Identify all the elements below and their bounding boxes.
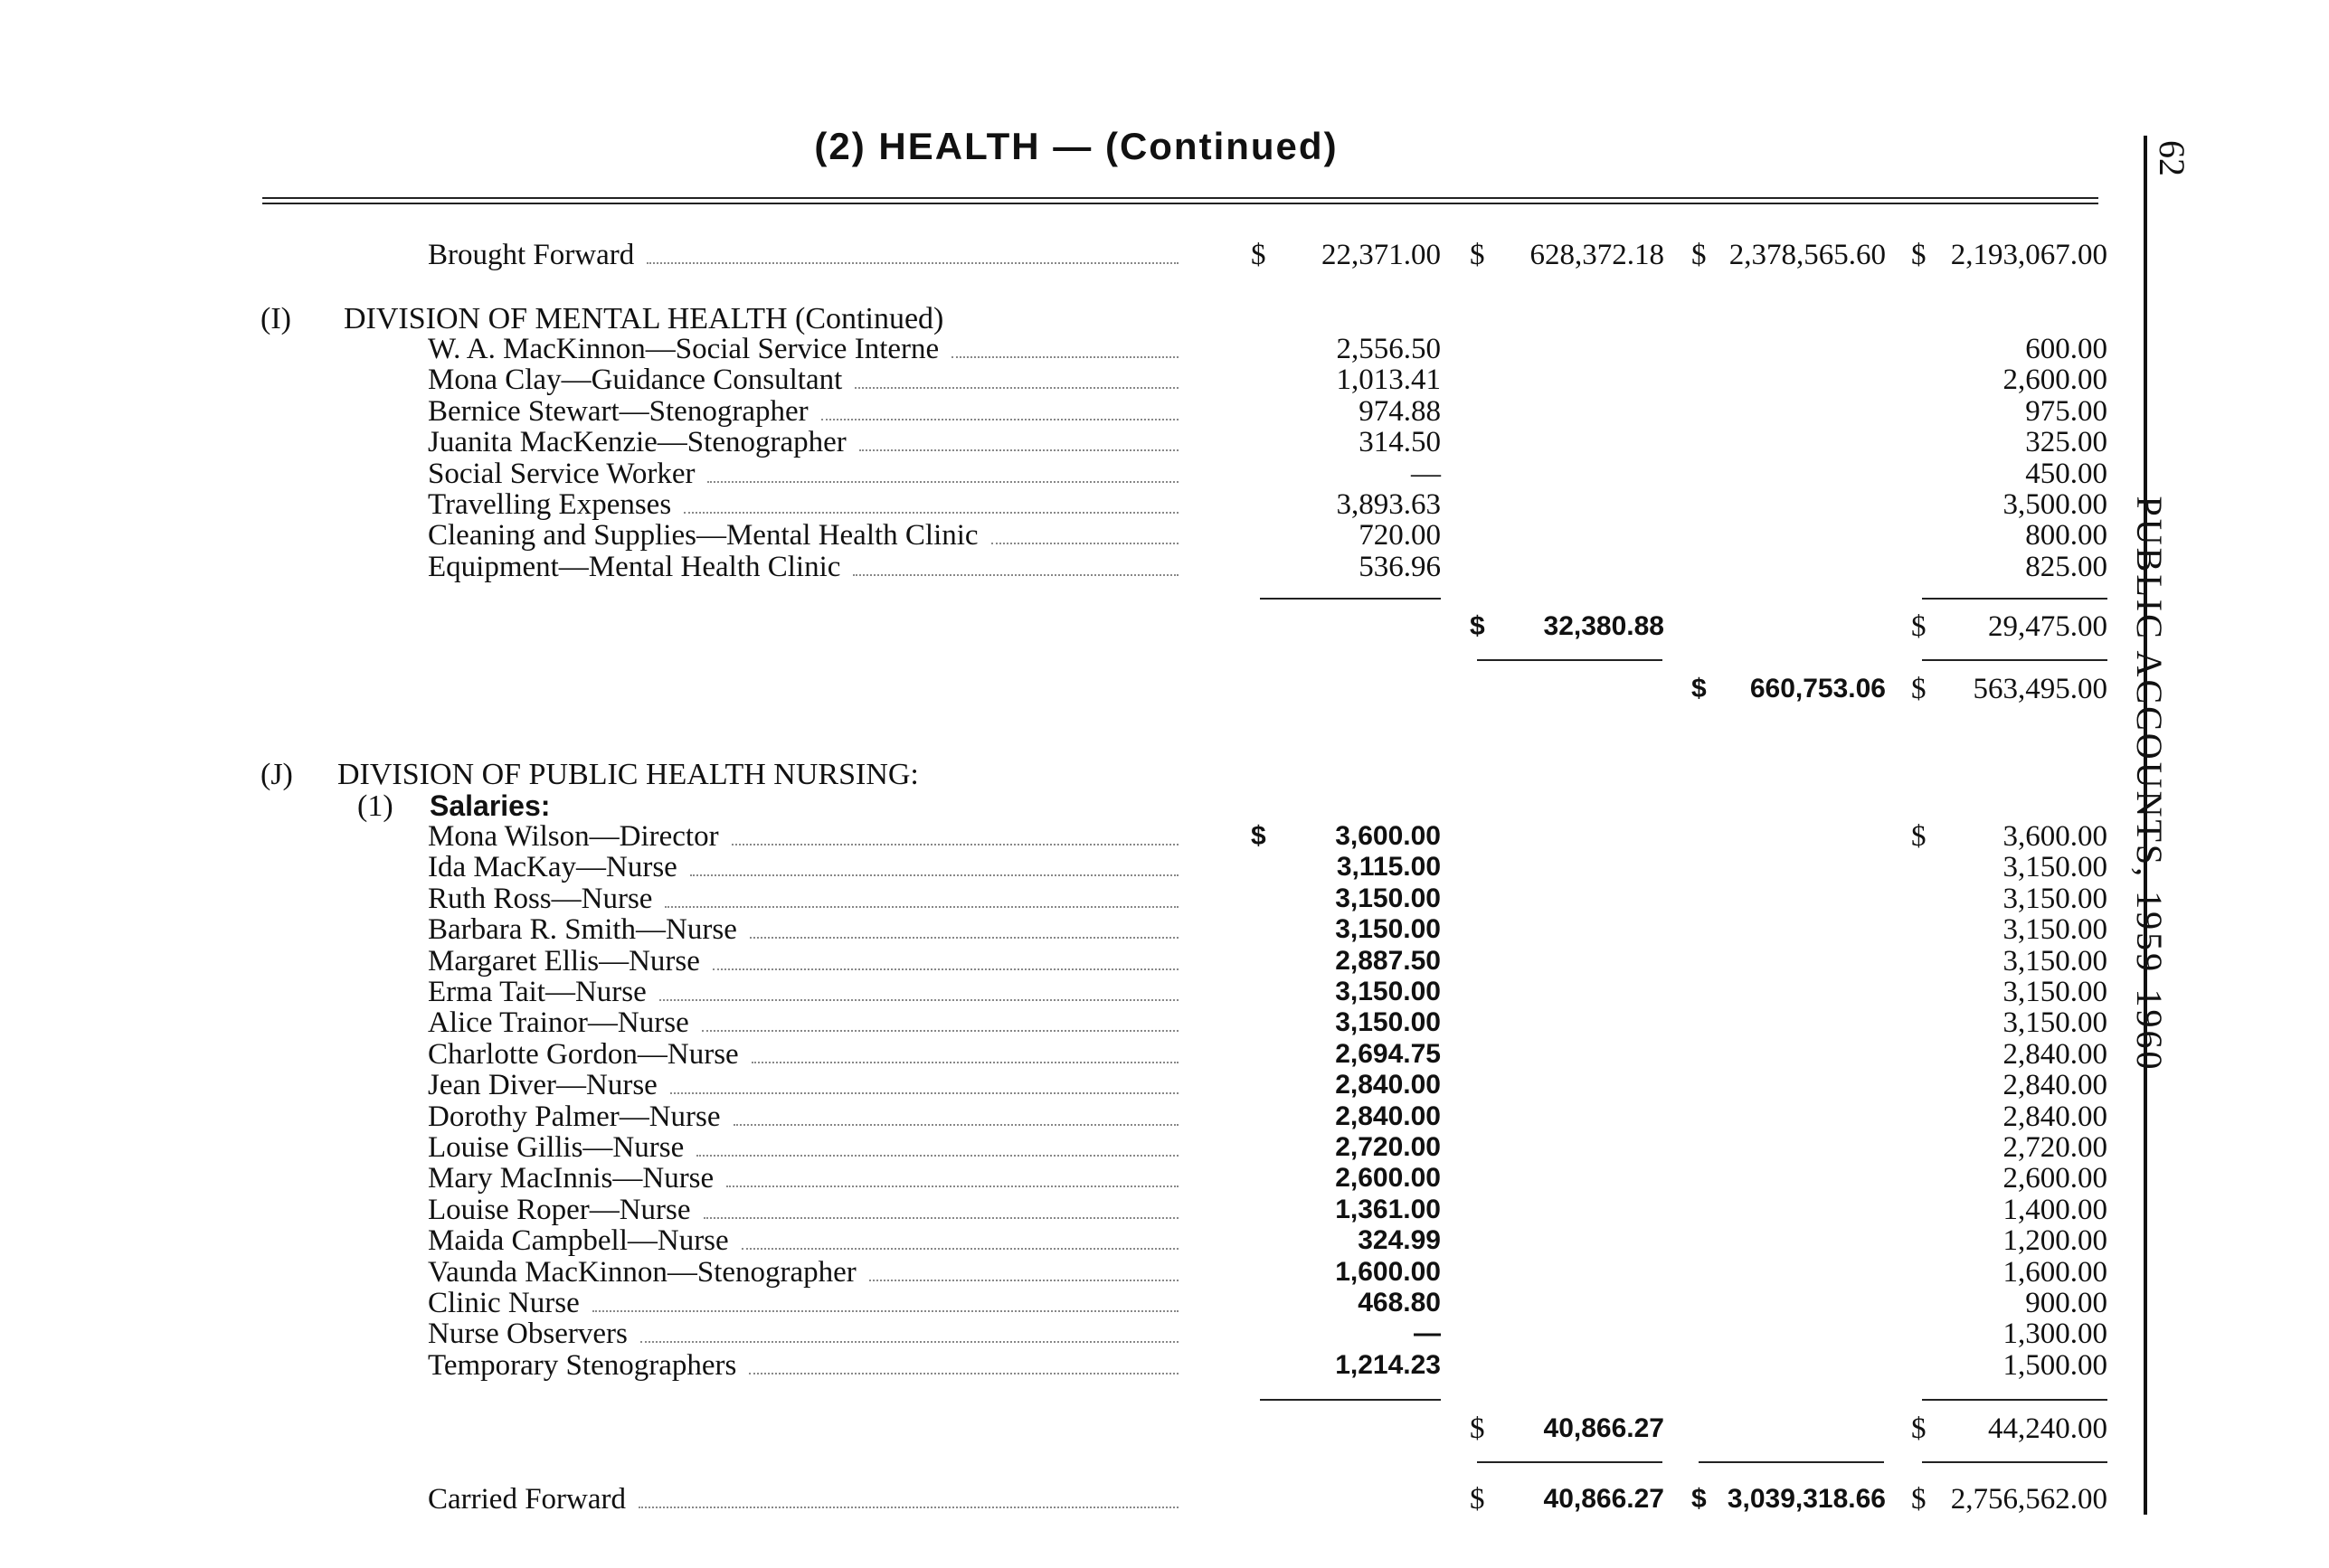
page-title: (2) HEALTH — (Continued) bbox=[814, 125, 1339, 167]
leader-dots bbox=[742, 1246, 1179, 1250]
line-item-amount: 3,600.00 bbox=[1335, 821, 1441, 851]
line-item-amount: 3,150.00 bbox=[1335, 1007, 1441, 1038]
leader-dots bbox=[647, 260, 1179, 264]
leader-dots bbox=[684, 510, 1179, 514]
dollar-sign: $ bbox=[1911, 239, 1927, 271]
line-item-label: Social Service Worker bbox=[428, 457, 696, 490]
line-item-row bbox=[0, 1225, 2107, 1256]
line-item-estimate: 2,840.00 bbox=[2002, 1100, 2107, 1133]
line-item-estimate: 3,150.00 bbox=[2002, 944, 2107, 978]
section-i-marker: (I) bbox=[260, 302, 291, 335]
leader-dots bbox=[750, 935, 1179, 939]
leader-dots bbox=[951, 354, 1179, 358]
leader-dots bbox=[749, 1371, 1179, 1374]
line-item-amount: 1,361.00 bbox=[1335, 1194, 1441, 1224]
line-item-row bbox=[0, 489, 2107, 520]
line-item-amount: 536.96 bbox=[1359, 550, 1441, 583]
brought-forward-label: Brought Forward bbox=[428, 239, 635, 271]
section-j-marker: (J) bbox=[260, 758, 293, 791]
line-item-estimate: 2,720.00 bbox=[2002, 1131, 2107, 1164]
dollar-sign: $ bbox=[1911, 1412, 1927, 1445]
brought-forward-c3: 2,378,565.60 bbox=[1728, 239, 1886, 271]
line-item-estimate: 3,150.00 bbox=[2002, 976, 2107, 1008]
line-item-row bbox=[0, 334, 2107, 364]
leader-dots bbox=[670, 1091, 1179, 1094]
line-item-row bbox=[0, 1195, 2107, 1225]
line-item-label: Mary MacInnis—Nurse bbox=[428, 1162, 715, 1195]
line-item-label: Equipment—Mental Health Clinic bbox=[428, 550, 841, 583]
dollar-sign: $ bbox=[1470, 611, 1485, 641]
carried-forward-c2: 40,866.27 bbox=[1543, 1484, 1664, 1514]
line-item-amount: 314.50 bbox=[1359, 426, 1441, 459]
dollar-sign: $ bbox=[1251, 821, 1266, 851]
leader-dots bbox=[707, 479, 1179, 483]
line-item-row bbox=[0, 1132, 2107, 1163]
line-item-amount: 720.00 bbox=[1359, 519, 1441, 553]
line-item-estimate: 900.00 bbox=[2025, 1287, 2107, 1319]
section-i-subtotal-row bbox=[0, 611, 2107, 642]
leader-dots bbox=[855, 385, 1179, 389]
line-item-label: Charlotte Gordon—Nurse bbox=[428, 1037, 739, 1071]
line-item-amount: 324.99 bbox=[1358, 1225, 1441, 1256]
dollar-sign: $ bbox=[1470, 1483, 1485, 1516]
line-item-amount: 2,556.50 bbox=[1336, 333, 1441, 365]
line-item-row bbox=[0, 914, 2107, 945]
line-item-amount: 1,214.23 bbox=[1335, 1349, 1441, 1380]
leader-dots bbox=[592, 1308, 1179, 1312]
line-item-amount: 3,115.00 bbox=[1336, 852, 1441, 883]
section-j-sub-marker: (1) bbox=[357, 789, 393, 823]
line-item-estimate: 3,600.00 bbox=[2002, 820, 2107, 853]
line-item-row bbox=[0, 977, 2107, 1007]
line-item-label: Vaunda MacKinnon—Stenographer bbox=[428, 1255, 857, 1289]
section-j-subtotal-estimate: 44,240.00 bbox=[1988, 1412, 2107, 1445]
line-item-amount: 1,600.00 bbox=[1335, 1256, 1441, 1287]
line-item-row bbox=[0, 946, 2107, 977]
line-item-amount: 3,150.00 bbox=[1335, 914, 1441, 945]
line-item-label: Cleaning and Supplies—Mental Health Clinic bbox=[428, 519, 979, 553]
line-item-label: Clinic Nurse bbox=[428, 1287, 580, 1319]
line-item-label: Margaret Ellis—Nurse bbox=[428, 944, 700, 978]
line-item-amount: 2,887.50 bbox=[1335, 945, 1441, 976]
line-item-estimate: 3,150.00 bbox=[2002, 851, 2107, 884]
line-item-label: Mona Clay—Guidance Consultant bbox=[428, 364, 843, 397]
leader-dots bbox=[690, 873, 1179, 876]
line-item-label: Ida MacKay—Nurse bbox=[428, 851, 677, 884]
line-item-amount: 1,013.41 bbox=[1336, 364, 1441, 397]
rule-c4 bbox=[1922, 659, 2107, 661]
line-item-label: W. A. MacKinnon—Social Service Interne bbox=[428, 333, 940, 365]
line-item-amount: — bbox=[1414, 1318, 1441, 1349]
dollar-sign: $ bbox=[1691, 1484, 1707, 1514]
side-title: PUBLIC ACCOUNTS, 1959-1960 bbox=[2129, 496, 2170, 1072]
line-item-estimate: 1,300.00 bbox=[2002, 1318, 2107, 1351]
dollar-sign: $ bbox=[1470, 1412, 1485, 1445]
header-rule-top bbox=[262, 197, 2098, 199]
line-item-row bbox=[0, 1163, 2107, 1194]
line-item-label: Erma Tait—Nurse bbox=[428, 976, 647, 1008]
section-j-subtotal: 40,866.27 bbox=[1543, 1413, 1664, 1443]
line-item-label: Temporary Stenographers bbox=[428, 1348, 737, 1382]
line-item-row bbox=[0, 427, 2107, 458]
leader-dots bbox=[853, 572, 1179, 576]
line-item-amount: 2,720.00 bbox=[1335, 1132, 1441, 1162]
line-item-row bbox=[0, 1288, 2107, 1318]
line-item-amount: 3,150.00 bbox=[1335, 977, 1441, 1006]
section-j-heading: DIVISION OF PUBLIC HEALTH NURSING: bbox=[337, 758, 919, 791]
dollar-sign: $ bbox=[1251, 239, 1266, 271]
line-item-row bbox=[0, 1101, 2107, 1132]
header-rule-bottom bbox=[262, 203, 2098, 204]
line-item-amount: 3,150.00 bbox=[1335, 883, 1441, 913]
line-item-estimate: 1,600.00 bbox=[2002, 1255, 2107, 1289]
rule-c1 bbox=[1260, 598, 1441, 600]
carried-forward-row bbox=[0, 1484, 2107, 1515]
line-item-estimate: 975.00 bbox=[2025, 394, 2107, 428]
leader-dots bbox=[869, 1278, 1179, 1281]
line-item-estimate: 3,500.00 bbox=[2002, 488, 2107, 521]
line-item-estimate: 1,200.00 bbox=[2002, 1224, 2107, 1258]
rule-c1 bbox=[1260, 1399, 1441, 1401]
line-item-label: Louise Roper—Nurse bbox=[428, 1193, 691, 1226]
dollar-sign: $ bbox=[1911, 610, 1927, 643]
rule-c4 bbox=[1922, 1461, 2107, 1463]
line-item-estimate: 2,840.00 bbox=[2002, 1037, 2107, 1071]
dollar-sign: $ bbox=[1691, 674, 1707, 704]
leader-dots bbox=[821, 417, 1179, 420]
dollar-sign: $ bbox=[1911, 820, 1927, 853]
brought-forward-c2: 628,372.18 bbox=[1529, 239, 1664, 271]
line-item-label: Bernice Stewart—Stenographer bbox=[428, 394, 809, 428]
line-item-amount: 468.80 bbox=[1358, 1288, 1441, 1318]
brought-forward-row bbox=[0, 240, 2107, 270]
rule-c2 bbox=[1477, 1461, 1662, 1463]
leader-dots bbox=[665, 904, 1179, 908]
leader-dots bbox=[713, 967, 1179, 970]
section-j-subtotal-row bbox=[0, 1413, 2107, 1444]
line-item-row bbox=[0, 396, 2107, 427]
line-item-amount: — bbox=[1411, 457, 1441, 490]
line-item-row bbox=[0, 852, 2107, 883]
line-item-row bbox=[0, 364, 2107, 395]
line-item-estimate: 450.00 bbox=[2025, 457, 2107, 490]
line-item-row bbox=[0, 1007, 2107, 1038]
line-item-estimate: 3,150.00 bbox=[2002, 1006, 2107, 1040]
page-number: 62 bbox=[2152, 140, 2192, 176]
leader-dots bbox=[639, 1505, 1179, 1508]
rule-c2 bbox=[1477, 659, 1662, 661]
line-item-label: Jean Diver—Nurse bbox=[428, 1069, 658, 1102]
carried-forward-c4: 2,756,562.00 bbox=[1950, 1483, 2107, 1516]
leader-dots bbox=[702, 1028, 1179, 1032]
line-item-label: Dorothy Palmer—Nurse bbox=[428, 1100, 721, 1133]
rule-c4 bbox=[1922, 1399, 2107, 1401]
line-item-row bbox=[0, 1257, 2107, 1288]
dollar-sign: $ bbox=[1911, 673, 1927, 705]
line-item-label: Ruth Ross—Nurse bbox=[428, 882, 653, 915]
line-item-estimate: 600.00 bbox=[2025, 333, 2107, 365]
leader-dots bbox=[696, 1153, 1179, 1157]
line-item-row bbox=[0, 1039, 2107, 1070]
line-item-amount: 3,893.63 bbox=[1336, 488, 1441, 521]
leader-dots bbox=[640, 1339, 1179, 1343]
rule-c4 bbox=[1922, 598, 2107, 600]
line-item-estimate: 825.00 bbox=[2025, 550, 2107, 583]
line-item-amount: 2,840.00 bbox=[1335, 1100, 1441, 1131]
line-item-estimate: 800.00 bbox=[2025, 519, 2107, 553]
carried-forward-c3: 3,039,318.66 bbox=[1727, 1484, 1886, 1514]
leader-dots bbox=[752, 1060, 1179, 1063]
section-i-division-total: 660,753.06 bbox=[1749, 674, 1886, 704]
line-item-label: Barbara R. Smith—Nurse bbox=[428, 913, 737, 947]
line-item-row bbox=[0, 552, 2107, 582]
brought-forward-c4: 2,193,067.00 bbox=[1950, 239, 2107, 271]
brought-forward-c1: 22,371.00 bbox=[1321, 239, 1441, 271]
line-item-row bbox=[0, 1350, 2107, 1381]
line-item-amount: 974.88 bbox=[1359, 394, 1441, 428]
line-item-label: Maida Campbell—Nurse bbox=[428, 1224, 729, 1258]
line-item-estimate: 2,600.00 bbox=[2002, 364, 2107, 397]
section-j-sub-heading: Salaries: bbox=[430, 789, 551, 822]
line-item-label: Juanita MacKenzie—Stenographer bbox=[428, 426, 847, 459]
line-item-row bbox=[0, 520, 2107, 551]
dollar-sign: $ bbox=[1470, 239, 1485, 271]
dollar-sign: $ bbox=[1911, 1483, 1927, 1516]
line-item-estimate: 325.00 bbox=[2025, 426, 2107, 459]
line-item-label: Mona Wilson—Director bbox=[428, 820, 719, 853]
line-item-estimate: 2,600.00 bbox=[2002, 1162, 2107, 1195]
line-item-estimate: 2,840.00 bbox=[2002, 1069, 2107, 1102]
line-item-amount: 2,694.75 bbox=[1335, 1038, 1441, 1069]
section-i-division-estimate: 563,495.00 bbox=[1973, 673, 2107, 705]
rule-c3 bbox=[1699, 1461, 1884, 1463]
line-item-label: Louise Gillis—Nurse bbox=[428, 1131, 685, 1164]
line-item-estimate: 3,150.00 bbox=[2002, 913, 2107, 947]
line-item-estimate: 3,150.00 bbox=[2002, 882, 2107, 915]
line-item-amount: 2,840.00 bbox=[1335, 1070, 1441, 1100]
line-item-estimate: 1,500.00 bbox=[2002, 1348, 2107, 1382]
section-i-heading: DIVISION OF MENTAL HEALTH (Continued) bbox=[344, 302, 944, 335]
leader-dots bbox=[991, 541, 1179, 544]
carried-forward-label: Carried Forward bbox=[428, 1483, 627, 1516]
line-item-amount: 2,600.00 bbox=[1335, 1163, 1441, 1194]
section-i-subtotal: 32,380.88 bbox=[1543, 611, 1664, 641]
leader-dots bbox=[704, 1215, 1179, 1219]
dollar-sign: $ bbox=[1691, 239, 1707, 271]
leader-dots bbox=[734, 1122, 1179, 1126]
line-item-row bbox=[0, 1070, 2107, 1100]
leader-dots bbox=[732, 842, 1179, 845]
section-i-total-row bbox=[0, 674, 2107, 704]
line-item-row bbox=[0, 821, 2107, 852]
line-item-row bbox=[0, 458, 2107, 489]
section-i-subtotal-estimate: 29,475.00 bbox=[1988, 610, 2107, 643]
line-item-row bbox=[0, 1318, 2107, 1349]
leader-dots bbox=[659, 997, 1179, 1001]
line-item-label: Travelling Expenses bbox=[428, 488, 672, 521]
line-item-label: Nurse Observers bbox=[428, 1318, 628, 1351]
line-item-label: Alice Trainor—Nurse bbox=[428, 1006, 689, 1040]
line-item-row bbox=[0, 883, 2107, 914]
leader-dots bbox=[859, 448, 1179, 451]
leader-dots bbox=[726, 1184, 1179, 1187]
line-item-estimate: 1,400.00 bbox=[2002, 1193, 2107, 1226]
